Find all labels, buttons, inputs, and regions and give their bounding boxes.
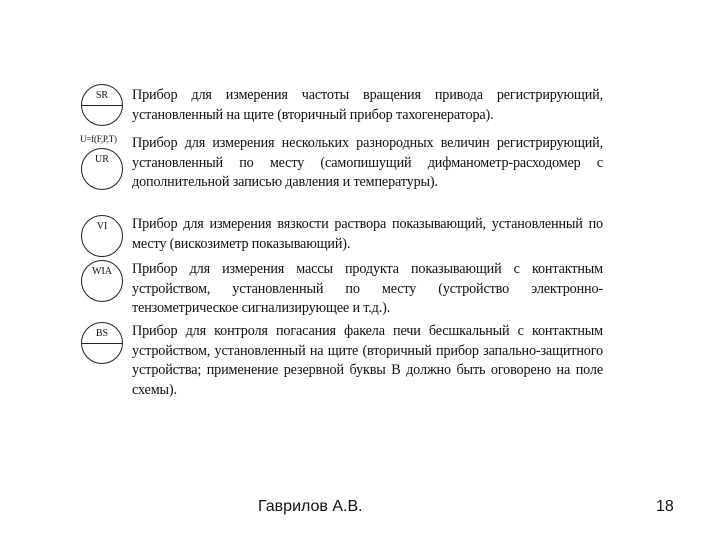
panel-mount-line <box>82 343 122 344</box>
entry-description: Прибор для измерения нескольких разнородных величин регистрирующий, установленный по месту (самопишущий дифманометр-расходомер с дополнительной записью давления и температуры). <box>132 135 603 191</box>
instrument-symbol-sr <box>81 84 123 126</box>
entry-description: Прибор для контроля погасания факела печи бесшкальный с контактным устройством, установленный на щите (вторичный прибор запально-защитного устройства; применение резервной буквы В должно быть оговорено на поле схемы). <box>132 323 603 398</box>
page-number: 18 <box>656 498 674 515</box>
instrument-symbol-ur <box>81 148 123 190</box>
symbol-code: WIA <box>92 266 112 277</box>
instrument-symbol-vi <box>81 215 123 257</box>
panel-mount-line <box>82 105 122 106</box>
symbol-annotation: U=f(F,P,T) <box>80 134 117 144</box>
entry-description: Прибор для измерения массы продукта показывающий с контактным устройством, установленный по месту (устройство электронно-тензометрическое сигнализирующее и т.д.). <box>132 261 603 317</box>
entry-description: Прибор для измерения частоты вращения привода регистрирующий, установленный на щите (вторичный прибор тахогенератора). <box>132 87 603 123</box>
entry-description: Прибор для измерения вязкости раствора показывающий, установленный по месту (вискозиметр показывающий). <box>132 216 603 252</box>
symbol-code: UR <box>95 154 109 165</box>
symbol-code: BS <box>95 328 109 339</box>
symbol-code: VI <box>96 221 108 232</box>
instrument-symbol-wia <box>81 260 123 302</box>
symbol-code: SR <box>95 90 109 101</box>
instrument-symbol-bs <box>81 322 123 364</box>
footer-author: Гаврилов А.В. <box>258 498 363 515</box>
